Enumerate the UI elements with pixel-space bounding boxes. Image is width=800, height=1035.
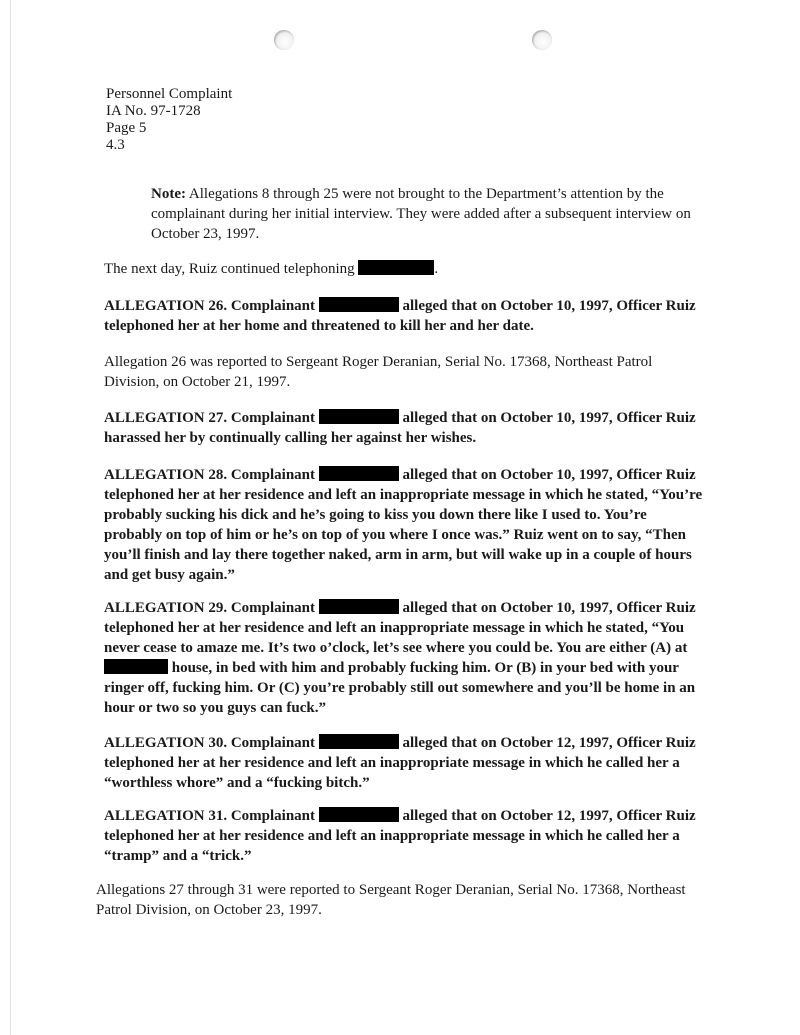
allegation-31	[104, 806, 709, 866]
note-paragraph	[151, 184, 711, 244]
header-doc-type: Personnel Complaint	[106, 86, 233, 102]
header-section: 4.3	[106, 137, 125, 153]
punch-hole-left	[274, 30, 294, 50]
page-edge-line	[10, 0, 11, 1035]
allegation-text: alleged that on October 10, 1997, Officer Ruiz telephoned her at her home and threatened to kill her and her date.	[104, 298, 696, 334]
redaction-block	[319, 734, 399, 749]
allegation-text: alleged that on October 10, 1997, Officer Ruiz telephoned her at her residence and left an inappropriate message in which he stated, “You’re probably sucking his dick and he’s going to kiss you down there like I used to. You’re probably on top of him or he’s on top of you where I once was.” Ruiz went on to say, “Then you’ll finish and lay there together naked, arm in arm, but will wake up in a couple of hours and get busy again.”	[104, 467, 703, 583]
allegation-text: alleged that on October 12, 1997, Officer Ruiz telephoned her at her residence and left an inappropriate message in which he called her a “tramp” and a “trick.”	[104, 808, 696, 864]
redaction-block	[319, 599, 399, 614]
allegation-28	[104, 465, 704, 585]
allegation-30	[104, 733, 709, 793]
redaction-block	[319, 466, 399, 481]
redaction-block	[319, 807, 399, 822]
allegation-text: alleged that on October 10, 1997, Officer Ruiz harassed her by continually calling her against her wishes.	[104, 410, 696, 446]
redaction-block	[319, 297, 399, 312]
allegation-26	[104, 296, 709, 336]
header-ia-number: IA No. 97-1728	[106, 103, 201, 119]
intro-period: .	[434, 261, 439, 277]
intro-paragraph	[104, 259, 724, 279]
redaction-block	[319, 409, 399, 424]
note-label: Note:	[151, 186, 186, 202]
document-header	[106, 86, 232, 154]
allegation-text: alleged that on October 12, 1997, Officer Ruiz telephoned her at her residence and left an inappropriate message in which he called her a “worthless whore” and a “fucking bitch.”	[104, 735, 696, 791]
redaction-block	[104, 659, 168, 674]
allegation-head: ALLEGATION 26. Complainant	[104, 298, 319, 314]
note-text: Allegations 8 through 25 were not brought to the Department’s attention by the complainant during her initial interview. They were added after a subsequent interview on October 23, 1997.	[151, 186, 691, 242]
intro-text: The next day, Ruiz continued telephoning	[104, 261, 359, 277]
allegation-head: ALLEGATION 28. Complainant	[104, 467, 319, 483]
report-27-31-paragraph: Allegations 27 through 31 were reported to Sergeant Roger Deranian, Serial No. 17368, Northeast Patrol Division, on October 23, 1997.	[96, 882, 686, 918]
allegation-head: ALLEGATION 27. Complainant	[104, 410, 319, 426]
allegation-text-continued: house, in bed with him and probably fucking him. Or (B) in your bed with your ringer off, fucking him. Or (C) you’re probably still out somewhere and you’ll be home in an hour or two so you guys can fuck.”	[104, 660, 696, 716]
allegation-head: ALLEGATION 30. Complainant	[104, 735, 319, 751]
report-26-paragraph: Allegation 26 was reported to Sergeant Roger Deranian, Serial No. 17368, Northeast Patrol Division, on October 21, 1997.	[104, 354, 653, 390]
allegation-27	[104, 408, 709, 448]
redaction-block	[358, 260, 434, 275]
allegation-text: alleged that on October 10, 1997, Officer Ruiz telephoned her at her residence and left an inappropriate message in which he stated, “You never cease to amaze me. It’s two o’clock, let’s see where you could be. You are either (A) at	[104, 600, 696, 656]
punch-hole-right	[532, 30, 552, 50]
header-page-number: Page 5	[106, 120, 147, 136]
allegation-head: ALLEGATION 31. Complainant	[104, 808, 319, 824]
allegation-head: ALLEGATION 29. Complainant	[104, 600, 319, 616]
allegation-29	[104, 598, 709, 718]
